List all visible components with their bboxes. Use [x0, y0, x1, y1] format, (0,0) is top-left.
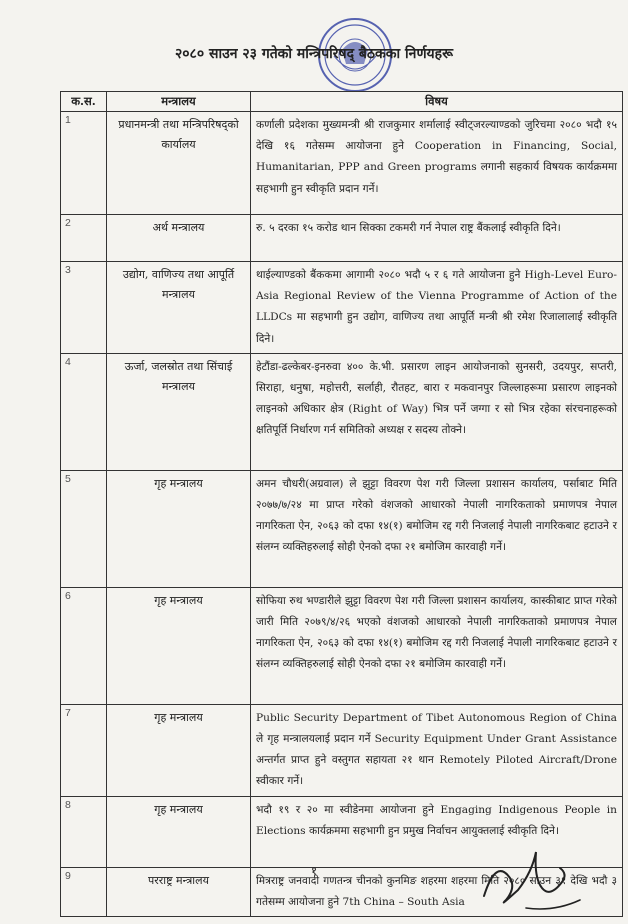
row-serial: 3 [61, 262, 107, 354]
document-title: २०८० साउन २३ गतेको मन्त्रिपरिषद् बैठकका निर्णयहरू [174, 46, 453, 62]
row-ministry: गृह मन्त्रालय [107, 704, 251, 796]
table-header-row [61, 92, 623, 112]
row-ministry: परराष्ट्र मन्त्रालय [107, 867, 251, 916]
row-decision: भदौ १९ र २० मा स्वीडेनमा आयोजना हुने Engaging Indigenous People in Elections कार्यक्रममा सहभागी हुन प्रमुख निर्वाचन आयुक्तलाई स्वीकृति दिने। [251, 796, 623, 867]
table-row [61, 262, 623, 354]
row-decision: सोफिया रुथ भण्डारीले झुट्टा विवरण पेश गरी जिल्ला प्रशासन कार्यालय, कास्कीबाट प्राप्त गरेको जारी मिति २०७९/४/२६ भएको वंशजको आधारको नेपाली नागरिकताको प्रमाणपत्र नेपाल नागरिकता ऐन, २०६३ को दफा १४(१) बमोजिम रद्द गरी निजलाई नेपाली नागरिकबाट हटाउने र संलग्न व्यक्तिहरुलाई सोही ऐनको दफा २१ बमोजिम कारवाही गर्ने। [251, 587, 623, 704]
row-ministry: उद्योग, वाणिज्य तथा आपूर्ति मन्त्रालय [107, 262, 251, 354]
row-decision: मित्रराष्ट्र जनवादी गणतन्त्र चीनको कुनमिङ शहरमा शहरमा मिति २०८० साउन ३१ देखि भदौ ३ गतेसम्म आयोजना हुने 7th China – South Asia [251, 867, 623, 916]
row-decision: Public Security Department of Tibet Autonomous Region of China ले गृह मन्त्रालयलाई प्रदान गर्ने Security Equipment Under Grant Assistance अन्तर्गत प्राप्त हुने वस्तुगत सहायता २१ थान Remotely Piloted Aircraft/Drone स्वीकार गर्ने। [251, 704, 623, 796]
header-serial: क.स. [61, 92, 107, 112]
row-serial: 2 [61, 215, 107, 262]
row-decision: रु. ५ दरका १५ करोड थान सिक्का टकमरी गर्न नेपाल राष्ट्र बैंकलाई स्वीकृति दिने। [251, 215, 623, 262]
header-subject: विषय [251, 92, 623, 112]
decisions-table [60, 91, 623, 917]
row-serial: 5 [61, 470, 107, 587]
row-ministry: गृह मन्त्रालय [107, 796, 251, 867]
table-row [61, 587, 623, 704]
row-ministry: अर्थ मन्त्रालय [107, 215, 251, 262]
row-serial: 1 [61, 112, 107, 215]
row-ministry: गृह मन्त्रालय [107, 470, 251, 587]
row-decision: हेटौंडा-ढल्केबर-इनरुवा ४०० के.भी. प्रसारण लाइन आयोजनाको सुनसरी, उदयपुर, सप्तरी, सिराहा, धनुषा, महोत्तरी, सर्लाही, रौतहट, बारा र मकवानपुर जिल्लाहरूमा प्रसारण लाइनको लाइनको अधिकार क्षेत्र (Right of Way) भित्र पर्ने जग्गा र सो भित्र रहेका संरचनाहरूको क्षतिपूर्ति निर्धारण गर्न समितिको अध्यक्ष र सदस्य तोक्ने। [251, 353, 623, 470]
header-ministry: मन्त्रालय [107, 92, 251, 112]
row-ministry: ऊर्जा, जलस्रोत तथा सिंचाई मन्त्रालय [107, 353, 251, 470]
handwritten-signature [476, 838, 586, 918]
row-decision: कर्णाली प्रदेशका मुख्यमन्त्री श्री राजकुमार शर्मालाई स्वीट्जरल्याण्डको जुरिचमा २०८० भदौ १५ देखि १६ गतेसम्म आयोजना हुने Cooperation in Financing, Social, Humanitarian, PPP and Green programs लगानी सहकार्य विषयक कार्यक्रममा सहभागी हुन स्वीकृति प्रदान गर्ने। [251, 112, 623, 215]
table-row [61, 353, 623, 470]
page-number: १ [310, 864, 318, 878]
row-decision: थाईल्याण्डको बैंककमा आगामी २०८० भदौ ५ र ६ गते आयोजना हुने High-Level Euro-Asia Regional Review of the Vienna Programme of Action of the LLDCs मा सहभागी हुन उद्योग, वाणिज्य तथा आपूर्ति मन्त्री श्री रमेश रिजालालाई स्वीकृति दिने। [251, 262, 623, 354]
row-serial: 8 [61, 796, 107, 867]
row-ministry: प्रधानमन्त्री तथा मन्त्रिपरिषद्को कार्यालय [107, 112, 251, 215]
table-row [61, 704, 623, 796]
table-row [61, 215, 623, 262]
row-serial: 4 [61, 353, 107, 470]
row-serial: 7 [61, 704, 107, 796]
row-decision: अमन चौधरी(अग्रवाल) ले झुट्टा विवरण पेश गरी जिल्ला प्रशासन कार्यालय, पर्साबाट मिति २०७७/७/२४ मा प्राप्त गरेको वंशजको आधारको नेपाली नागरिकताको प्रमाणपत्र नेपाल नागरिकता ऐन, २०६३ को दफा १४(१) बमोजिम रद्द गरी निजलाई नेपाली नागरिकबाट हटाउने र संलग्न व्यक्तिहरुलाई सोही ऐनको दफा २१ बमोजिम कारवाही गर्ने। [251, 470, 623, 587]
table-row [61, 470, 623, 587]
row-serial: 6 [61, 587, 107, 704]
row-ministry: गृह मन्त्रालय [107, 587, 251, 704]
row-serial: 9 [61, 867, 107, 916]
table-row [61, 112, 623, 215]
